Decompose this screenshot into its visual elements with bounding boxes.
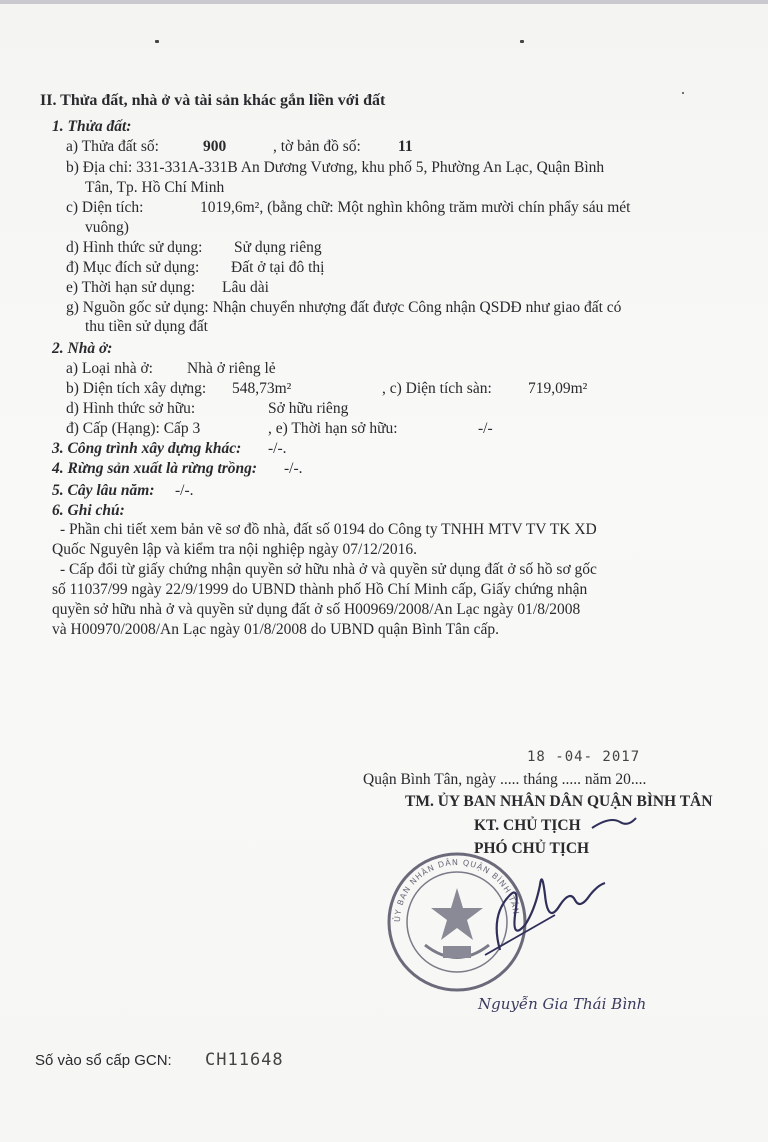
note-2-line-3: quyền sở hữu nhà ở và quyền sử dụng đất ở số H00969/2008/An Lạc ngày 01/8/2008: [52, 601, 581, 618]
house-type-label: a) Loại nhà ở:: [66, 360, 153, 377]
date-stamp: 18 -04- 2017: [527, 749, 641, 765]
note-2-line-4: và H00970/2008/An Lạc ngày 01/8/2008 do UBND quận Bình Tân cấp.: [52, 621, 499, 638]
signer-role-1: KT. CHỦ TỊCH: [474, 817, 581, 834]
house-type-value: Nhà ở riêng lẻ: [187, 360, 276, 377]
usage-origin-line-1: g) Nguồn gốc sử dụng: Nhận chuyển nhượng đất được Công nhận QSDĐ như giao đất có: [66, 299, 622, 316]
construction-area-value: 548,73m²: [232, 380, 292, 397]
perennial-trees-value: -/-.: [175, 482, 194, 499]
note-1-line-2: Quốc Nguyên lập và kiểm tra nội nghiệp ngày 07/12/2016.: [52, 541, 418, 558]
signature-mark: [480, 855, 610, 965]
scan-edge: [0, 0, 768, 4]
ownership-form-value: Sở hữu riêng: [268, 400, 349, 417]
registry-label: Số vào sổ cấp GCN:: [35, 1052, 172, 1069]
house-grade: đ) Cấp (Hạng): Cấp 3: [66, 420, 201, 437]
other-construction-heading: 3. Công trình xây dựng khác:: [52, 440, 242, 457]
usage-purpose-label: đ) Mục đích sử dụng:: [66, 259, 200, 276]
area-value-continued: vuông): [85, 219, 129, 236]
ownership-form-label: d) Hình thức sở hữu:: [66, 400, 196, 417]
place-date-line: Quận Bình Tân, ngày ..... tháng ..... năm 20....: [363, 771, 647, 788]
scan-speck: [520, 40, 524, 43]
scan-speck: [155, 40, 159, 43]
usage-form-label: d) Hình thức sử dụng:: [66, 239, 203, 256]
floor-area-label: , c) Diện tích sàn:: [382, 380, 492, 397]
note-1-line-1: - Phần chi tiết xem bản vẽ sơ đồ nhà, đất số 0194 do Công ty TNHH MTV TV TK XD: [60, 521, 597, 538]
ownership-term-label: , e) Thời hạn sở hữu:: [268, 420, 398, 437]
house-heading: 2. Nhà ở:: [52, 340, 113, 357]
area-label: c) Diện tích:: [66, 199, 144, 216]
floor-area-value: 719,09m²: [528, 380, 588, 397]
usage-term-label: e) Thời hạn sử dụng:: [66, 279, 196, 296]
usage-form-value: Sử dụng riêng: [234, 239, 322, 256]
role-flourish: [590, 812, 638, 832]
svg-text:ỦY BAN NHÂN DÂN QUẬN BÌNH TÂN: ỦY BAN NHÂN DÂN QUẬN BÌNH TÂN: [392, 857, 521, 923]
signer-role-2: PHÓ CHỦ TỊCH: [474, 840, 590, 857]
plot-number-label: a) Thửa đất số:: [66, 138, 159, 155]
address-line-1: b) Địa chỉ: 331-331A-331B An Dương Vương, khu phố 5, Phường An Lạc, Quận Bình: [66, 159, 605, 176]
other-construction-value: -/-.: [268, 440, 287, 457]
address-line-2: Tân, Tp. Hồ Chí Minh: [85, 179, 225, 196]
map-sheet-label: , tờ bản đồ số:: [273, 138, 361, 155]
signing-organization: TM. ỦY BAN NHÂN DÂN QUẬN BÌNH TÂN: [405, 793, 713, 810]
planted-forest-value: -/-.: [284, 460, 303, 477]
signer-name: Nguyễn Gia Thái Bình: [478, 995, 647, 1013]
ownership-term-value: -/-: [478, 420, 493, 437]
notes-heading: 6. Ghi chú:: [52, 502, 125, 519]
perennial-trees-heading: 5. Cây lâu năm:: [52, 482, 155, 499]
area-value: 1019,6m², (bằng chữ: Một nghìn không trăm mười chín phẩy sáu mét: [200, 199, 631, 216]
section-title: II. Thửa đất, nhà ở và tài sản khác gắn liền với đất: [40, 92, 386, 109]
usage-origin-line-2: thu tiền sử dụng đất: [85, 318, 208, 335]
usage-purpose-value: Đất ở tại đô thị: [231, 259, 325, 276]
note-2-line-2: số 11037/99 ngày 22/9/1999 do UBND thành phố Hồ Chí Minh cấp, Giấy chứng nhận: [52, 581, 588, 598]
land-plot-heading: 1. Thửa đất:: [52, 118, 132, 135]
plot-number-value: 900: [203, 138, 227, 155]
construction-area-label: b) Diện tích xây dựng:: [66, 380, 207, 397]
map-sheet-value: 11: [398, 138, 413, 155]
planted-forest-heading: 4. Rừng sản xuất là rừng trồng:: [52, 460, 258, 477]
note-2-line-1: - Cấp đổi từ giấy chứng nhận quyền sở hữu nhà ở và quyền sử dụng đất ở số hồ sơ gốc: [60, 561, 597, 578]
registry-number: CH11648: [205, 1050, 284, 1070]
scan-speck: [682, 92, 684, 94]
usage-term-value: Lâu dài: [222, 279, 269, 296]
